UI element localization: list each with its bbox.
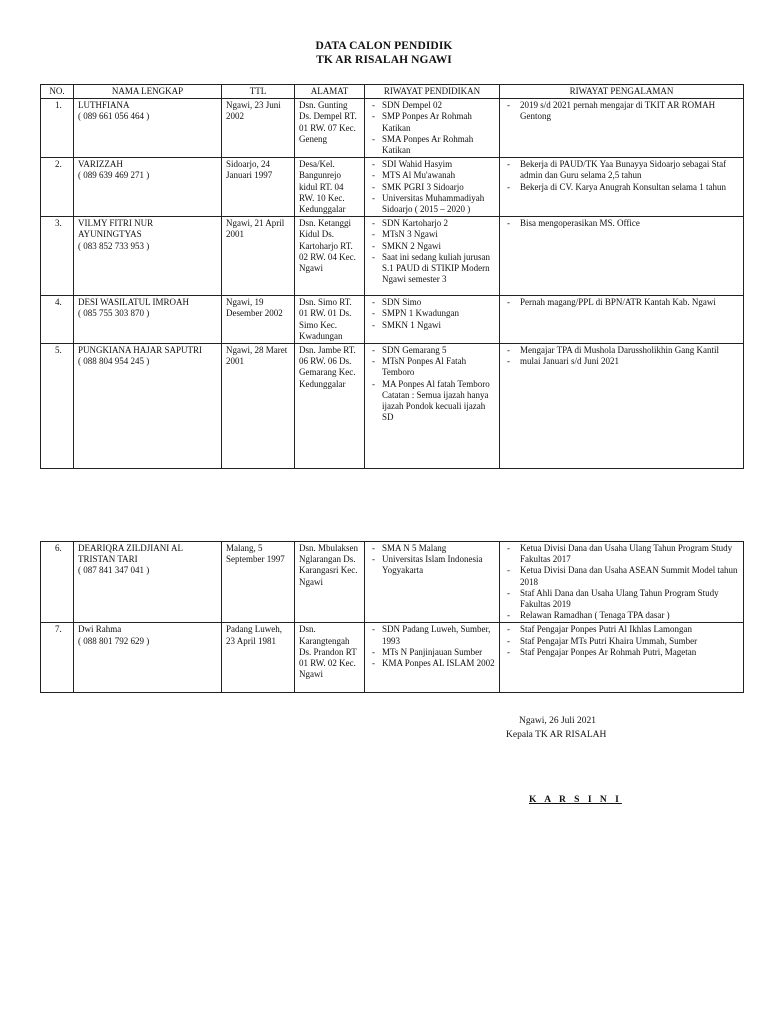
candidate-table-1 (40, 84, 744, 469)
candidate-phone: ( 088 804 954 245 ) (78, 356, 150, 367)
experience-item: - Staf Pengajar MTs Putri Khaira Ummah, Sumber (504, 636, 740, 647)
table-row (41, 344, 744, 469)
table-row (41, 542, 744, 623)
experience-item: - Staf Ahli Dana dan Usaha Ulang Tahun Program Study Fakultas 2019 (504, 588, 740, 610)
experience-list (504, 345, 740, 367)
experience-list (504, 297, 740, 308)
cell-alamat: Dsn. Jambe RT. 06 RW. 06 Ds. Gemarang Kec. Kedunggalar (295, 344, 365, 469)
education-item: - Universitas Muhammadiyah Sidoarjo ( 2015 – 2020 ) (369, 193, 496, 215)
cell-no: 4. (41, 296, 74, 344)
document-subtitle: TK AR RISALAH NGAWI (316, 54, 452, 66)
table-row (41, 296, 744, 344)
cell-pengalaman (500, 623, 744, 693)
experience-item: - Bekerja di CV. Karya Anugrah Konsultan selama 1 tahun (504, 182, 740, 193)
cell-pendidikan (365, 158, 500, 217)
cell-ttl: Malang, 5 September 1997 (222, 542, 295, 623)
signature-role: Kepala TK AR RISALAH (506, 730, 607, 740)
cell-ttl: Ngawi, 19 Desember 2002 (222, 296, 295, 344)
column-header-alamat: ALAMAT (295, 85, 365, 99)
cell-pendidikan (365, 542, 500, 623)
education-item: - SDN Kartoharjo 2 (369, 218, 496, 229)
experience-item: - Ketua Divisi Dana dan Usaha ASEAN Summit Model tahun 2018 (504, 565, 740, 587)
cell-pendidikan (365, 623, 500, 693)
education-item: - SDN Gemarang 5 (369, 345, 496, 356)
education-item: - SDN Padang Luweh, Sumber, 1993 (369, 624, 496, 646)
cell-ttl: Ngawi, 28 Maret 2001 (222, 344, 295, 469)
education-item: - MTS Al Mu'awanah (369, 170, 496, 181)
education-list (369, 624, 496, 669)
education-item: - SMK PGRI 3 Sidoarjo (369, 182, 496, 193)
experience-list (504, 543, 740, 621)
cell-name (74, 99, 222, 158)
education-list (369, 159, 496, 215)
table-row (41, 158, 744, 217)
cell-pendidikan (365, 296, 500, 344)
cell-ttl: Ngawi, 21 April 2001 (222, 217, 295, 296)
cell-alamat: Dsn. Simo RT. 01 RW. 01 Ds. Simo Kec. Kwadungan (295, 296, 365, 344)
cell-pengalaman (500, 99, 744, 158)
education-item: - Universitas Islam Indonesia Yogyakarta (369, 554, 496, 576)
candidate-name: PUNGKIANA HAJAR SAPUTRI (78, 345, 203, 356)
education-item: - KMA Ponpes AL ISLAM 2002 (369, 658, 496, 669)
education-item: - MTsN 3 Ngawi (369, 229, 496, 240)
table-row (41, 623, 744, 693)
cell-no: 2. (41, 158, 74, 217)
education-item: - Saat ini sedang kuliah jurusan S.1 PAUD di STIKIP Modern Ngawi semester 3 (369, 252, 496, 286)
experience-item: - Ketua Divisi Dana dan Usaha Ulang Tahun Program Study Fakultas 2017 (504, 543, 740, 565)
table-header-row (41, 85, 744, 99)
experience-list (504, 159, 740, 193)
column-header-pendidikan: RIWAYAT PENDIDIKAN (365, 85, 500, 99)
cell-no: 3. (41, 217, 74, 296)
column-header-pengalaman: RIWAYAT PENGALAMAN (500, 85, 744, 99)
candidate-phone: ( 087 841 347 041 ) (78, 565, 150, 576)
cell-alamat: Desa/Kel. Bangunrejo kidul RT. 04 RW. 10 Kec. Kedunggalar (295, 158, 365, 217)
column-header-no: NO. (41, 85, 74, 99)
experience-item: - Pernah magang/PPL di BPN/ATR Kantah Kab. Ngawi (504, 297, 740, 308)
candidate-phone: ( 083 852 733 953 ) (78, 240, 150, 251)
education-item: - SDN Simo (369, 297, 496, 308)
cell-alamat: Dsn. Mbulaksen Nglarangan Ds. Karangasri Kec. Ngawi (295, 542, 365, 623)
education-item: - SMKN 2 Ngawi (369, 241, 496, 252)
candidate-name: LUTHFIANA (78, 100, 130, 111)
document-title: DATA CALON PENDIDIK (315, 40, 453, 52)
education-list (369, 345, 496, 390)
cell-name (74, 217, 222, 296)
experience-item: - Staf Pengajar Ponpes Putri Al Ikhlas Lamongan (504, 624, 740, 635)
experience-item: - Bisa mengoperasikan MS. Office (504, 218, 740, 229)
education-item: - SMP Ponpes Ar Rohmah Katikan (369, 111, 496, 133)
cell-pengalaman (500, 217, 744, 296)
table-row (41, 217, 744, 296)
experience-item: - Bekerja di PAUD/TK Yaa Bunayya Sidoarjo sebagai Staf admin dan Guru selama 2,5 tahun (504, 159, 740, 181)
education-item: - SMA N 5 Malang (369, 543, 496, 554)
experience-item: - mulai Januari s/d Juni 2021 (504, 356, 740, 367)
cell-pendidikan (365, 344, 500, 469)
education-note: Catatan : Semua ijazah hanya ijazah Pondok kecuali ijazah SD (382, 389, 491, 423)
education-list (369, 297, 496, 331)
candidate-name: DESI WASILATUL IMROAH (78, 297, 189, 308)
cell-pengalaman (500, 344, 744, 469)
cell-pendidikan (365, 99, 500, 158)
cell-alamat: Dsn. Ketanggi Kidul Ds. Kartoharjo RT. 02 RW. 04 Kec. Ngawi (295, 217, 365, 296)
candidate-table-2 (40, 541, 744, 693)
candidate-phone: ( 089 661 056 464 ) (78, 111, 150, 122)
candidate-phone: ( 089 639 469 271 ) (78, 170, 150, 181)
education-item: - MA Ponpes Al fatah Temboro (369, 379, 496, 390)
experience-item: - 2019 s/d 2021 pernah mengajar di TKIT AR ROMAH Gentong (504, 100, 740, 122)
column-header-name: NAMA LENGKAP (74, 85, 222, 99)
education-item: - SMA Ponpes Ar Rohmah Katikan (369, 134, 496, 156)
education-item: - SDN Dempel 02 (369, 100, 496, 111)
candidate-name: Dwi Rahma (78, 624, 122, 635)
education-list (369, 100, 496, 156)
column-header-ttl: TTL (222, 85, 295, 99)
cell-pengalaman (500, 542, 744, 623)
cell-name (74, 296, 222, 344)
cell-name (74, 623, 222, 693)
cell-ttl: Sidoarjo, 24 Januari 1997 (222, 158, 295, 217)
experience-list (504, 218, 740, 229)
signature-place-date: Ngawi, 26 Juli 2021 (519, 716, 597, 726)
candidate-name: VILMY FITRI NUR AYUNINGTYAS (78, 218, 155, 240)
experience-item: - Staf Pengajar Ponpes Ar Rohmah Putri, Magetan (504, 647, 740, 658)
cell-no: 5. (41, 344, 74, 469)
education-item: - SMPN 1 Kwadungan (369, 308, 496, 319)
table-row (41, 99, 744, 158)
cell-no: 7. (41, 623, 74, 693)
experience-list (504, 624, 740, 658)
cell-name (74, 158, 222, 217)
education-list (369, 218, 496, 285)
cell-no: 1. (41, 99, 74, 158)
cell-name (74, 344, 222, 469)
education-item: - SDI Wahid Hasyim (369, 159, 496, 170)
education-item: - MTsN Ponpes Al Fatah Temboro (369, 356, 496, 378)
cell-ttl: Padang Luweh, 23 April 1981 (222, 623, 295, 693)
cell-alamat: Dsn. Gunting Ds. Dempel RT. 01 RW. 07 Kec. Geneng (295, 99, 365, 158)
cell-pengalaman (500, 158, 744, 217)
candidate-phone: ( 085 755 303 870 ) (78, 308, 150, 319)
cell-alamat: Dsn. Karangtengah Ds. Prandon RT 01 RW. 02 Kec. Ngawi (295, 623, 365, 693)
education-item: - MTs N Panjinjauan Sumber (369, 647, 496, 658)
signature-name: K A R S I N I (529, 795, 622, 805)
cell-ttl: Ngawi, 23 Juni 2002 (222, 99, 295, 158)
cell-pendidikan (365, 217, 500, 296)
cell-name (74, 542, 222, 623)
candidate-phone: ( 088 801 792 629 ) (78, 635, 150, 646)
experience-item: - Relawan Ramadhan ( Tenaga TPA dasar ) (504, 610, 740, 621)
experience-list (504, 100, 740, 122)
experience-item: - Mengajar TPA di Mushola Darussholikhin Gang Kantil (504, 345, 740, 356)
candidate-name: DEARIQRA ZILDJIANI AL TRISTAN TARI (78, 543, 185, 565)
candidate-name: VARIZZAH (78, 159, 123, 170)
cell-no: 6. (41, 542, 74, 623)
cell-pengalaman (500, 296, 744, 344)
education-list (369, 543, 496, 577)
education-item: - SMKN 1 Ngawi (369, 320, 496, 331)
